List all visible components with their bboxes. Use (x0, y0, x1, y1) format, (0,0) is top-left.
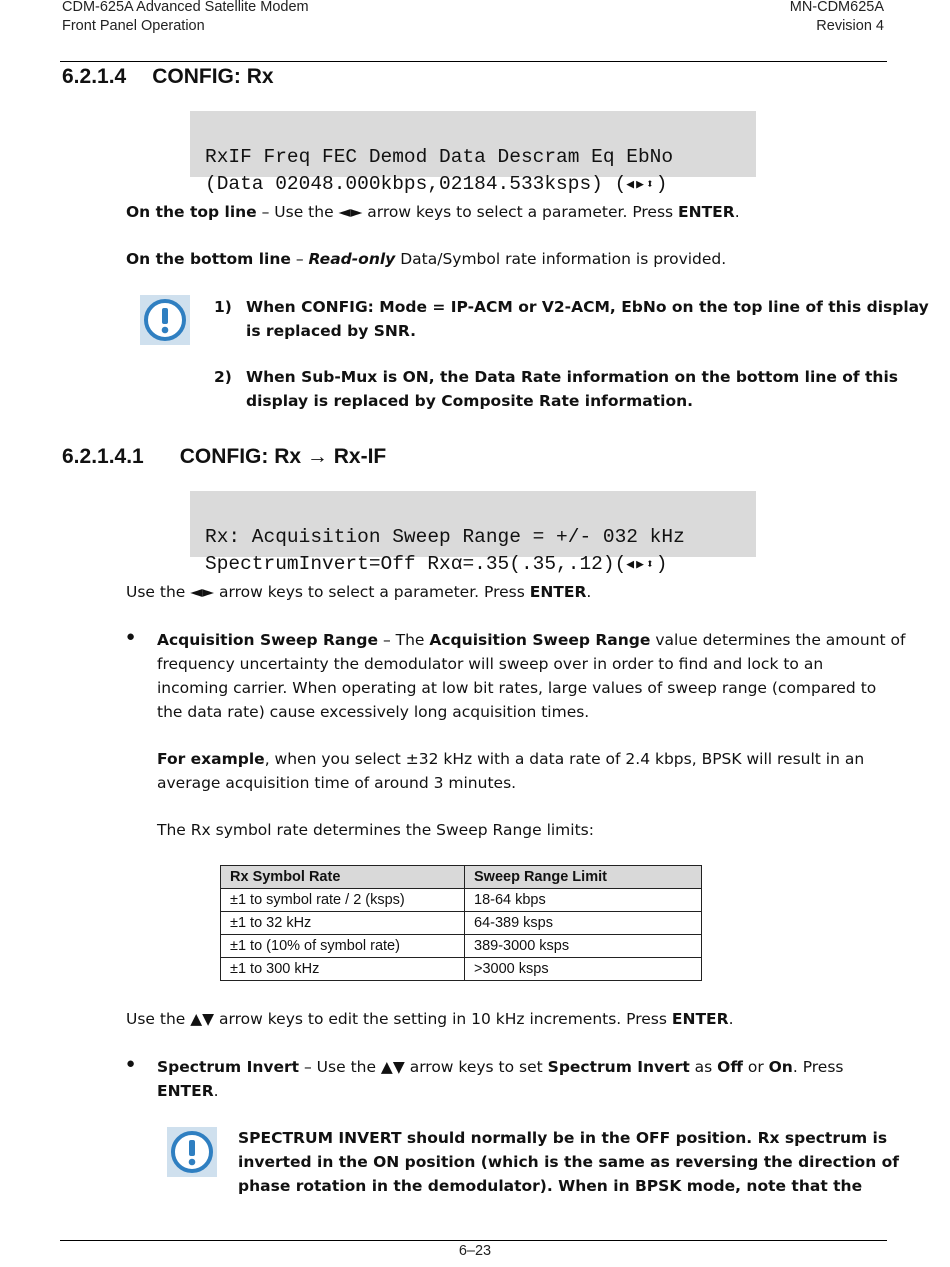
top-line-label: On the top line (126, 203, 257, 221)
period: . (728, 1010, 734, 1028)
subsection-heading (62, 445, 386, 469)
spectrum-invert-note (238, 1126, 899, 1198)
note-item-1 (214, 295, 929, 343)
table-row (221, 958, 702, 981)
lcd-display-rx-if (190, 491, 756, 575)
bullet-text: – Use the ▲▼ arrow keys to set (299, 1058, 548, 1076)
on-value: On (768, 1058, 793, 1076)
table-cell: 389-3000 ksps (465, 935, 702, 958)
exclamation-circle-icon (140, 295, 190, 345)
subsection-number: 6.2.1.4.1 (62, 445, 144, 468)
off-value: Off (717, 1058, 743, 1076)
example-text: , when you select ±32 kHz with a data rate of 2.4 kbps, BPSK will result in an (264, 750, 865, 768)
table-header-row (221, 866, 702, 889)
footer-rule (60, 1240, 887, 1241)
note-text: inverted in the ON position (which is the same as reversing the direction of (238, 1153, 900, 1171)
arrow-keys-icon (626, 171, 655, 198)
enter-key-text: ENTER (157, 1082, 214, 1100)
column-header: Sweep Range Limit (465, 866, 702, 889)
header-left (62, 0, 309, 36)
note-number: 2) (214, 368, 232, 386)
edit-text: Use the ▲▼ arrow keys to edit the setting in 10 kHz increments. Press (126, 1010, 672, 1028)
table-cell: ±1 to (10% of symbol rate) (221, 935, 465, 958)
note-text: phase rotation in the demodulator). When in BPSK mode, note that the (238, 1177, 863, 1195)
bullet-text: incoming carrier. When operating at low bit rates, large values of sweep range (compared to (157, 679, 877, 697)
acquisition-sweep-paragraph (157, 628, 905, 724)
header-rule (60, 61, 887, 62)
table-cell: >3000 ksps (465, 958, 702, 981)
limits-paragraph: The Rx symbol rate determines the Sweep Range limits: (157, 821, 594, 839)
edit-paragraph (126, 1007, 734, 1031)
example-paragraph (157, 747, 864, 795)
page-number: 6–23 (458, 1243, 492, 1259)
manual-number: MN-CDM625A (789, 0, 884, 15)
enter-key-text: ENTER (529, 583, 587, 601)
revision: Revision 4 (816, 18, 884, 34)
subsection-title: CONFIG: Rx → Rx-IF (179, 445, 387, 468)
enter-key-text: ENTER (671, 1010, 729, 1028)
bullet-text: or (742, 1058, 769, 1076)
table-cell: 64-389 ksps (465, 912, 702, 935)
manual-title: CDM-625A Advanced Satellite Modem (62, 0, 309, 15)
left-arrow-icon: ◀ (626, 557, 637, 572)
header-right (790, 0, 884, 36)
bottom-line-label: On the bottom line (126, 250, 291, 268)
lcd-line-2-end: ) (655, 173, 668, 195)
table-cell: 18-64 kbps (465, 889, 702, 912)
intro-text: Use the ◄► arrow keys to select a parameter. Press (126, 583, 530, 601)
top-line-text: – Use the ◄► arrow keys to select a parameter. Press (256, 203, 679, 221)
lcd-line-2-text: SpectrumInvert=Off Rxα=.35(.35,.12)( (205, 553, 627, 575)
example-text: average acquisition time of around 3 minutes. (157, 774, 517, 792)
example-label: For example (157, 750, 265, 768)
bullet-label: Acquisition Sweep Range (157, 631, 379, 649)
sweep-range-table (220, 865, 702, 981)
bullet-label: Spectrum Invert (157, 1058, 300, 1076)
bullet-text: as (689, 1058, 718, 1076)
note-item-2 (214, 365, 898, 413)
bottom-line-paragraph (126, 247, 726, 271)
chapter-title: Front Panel Operation (62, 18, 205, 34)
table-row (221, 912, 702, 935)
lcd-line-1: RxIF Freq FEC Demod Data Descram Eq EbNo (205, 146, 674, 168)
table-row (221, 889, 702, 912)
bullet-label: Spectrum Invert (547, 1058, 690, 1076)
lcd-line-2-end: ) (655, 553, 668, 575)
bullet-text: frequency uncertainty the demodulator will sweep over in order to find and lock to an (157, 655, 824, 673)
lcd-line-1: Rx: Acquisition Sweep Range = +/- 032 kHz (205, 526, 685, 548)
bullet-text: – The (378, 631, 430, 649)
table-cell: ±1 to 32 kHz (221, 912, 465, 935)
section-title: CONFIG: Rx (152, 65, 274, 88)
note-text: display is replaced by Composite Rate information. (246, 392, 694, 410)
column-header: Rx Symbol Rate (221, 866, 465, 889)
bullet-label: Acquisition Sweep Range (429, 631, 651, 649)
intro-paragraph (126, 580, 591, 604)
table-cell: ±1 to 300 kHz (221, 958, 465, 981)
period: . (213, 1082, 219, 1100)
top-line-paragraph (126, 200, 740, 224)
bullet-text: value determines the amount of (650, 631, 906, 649)
bullet-icon: ● (126, 628, 136, 645)
bullet-text: the data rate) cause excessively long acquisition times. (157, 703, 590, 721)
table-row (221, 935, 702, 958)
lcd-line-2 (205, 551, 756, 578)
up-down-arrow-icon: ⬍ (645, 177, 656, 192)
right-arrow-icon: ▶ (636, 557, 646, 572)
arrow-keys-icon (626, 551, 655, 578)
lcd-display-config-rx (190, 111, 756, 195)
period: . (734, 203, 740, 221)
lcd-line-2 (205, 171, 756, 198)
section-number: 6.2.1.4 (62, 65, 127, 88)
lcd-line-2-text: (Data 02048.000kbps,02184.533ksps) ( (205, 173, 627, 195)
table-cell: ±1 to symbol rate / 2 (ksps) (221, 889, 465, 912)
note-text: When CONFIG: Mode = IP-ACM or V2-ACM, EbNo on the top line of this display (246, 298, 929, 316)
period: . (586, 583, 592, 601)
spectrum-invert-paragraph (157, 1055, 844, 1103)
note-text: When Sub-Mux is ON, the Data Rate information on the bottom line of this (246, 368, 899, 386)
section-heading (62, 65, 274, 89)
bullet-icon: ● (126, 1055, 136, 1072)
exclamation-circle-icon (167, 1127, 217, 1177)
enter-key-text: ENTER (678, 203, 735, 221)
right-arrow-icon: ▶ (636, 177, 646, 192)
up-down-arrow-icon: ⬍ (645, 557, 656, 572)
read-only-text: Read-only (308, 250, 396, 268)
note-number: 1) (214, 298, 232, 316)
bullet-text: . Press (792, 1058, 844, 1076)
dash: – (290, 250, 309, 268)
bottom-line-text: Data/Symbol rate information is provided. (395, 250, 727, 268)
left-arrow-icon: ◀ (626, 177, 637, 192)
note-text: SPECTRUM INVERT should normally be in the OFF position. Rx spectrum is (238, 1129, 888, 1147)
note-text: is replaced by SNR. (246, 322, 416, 340)
